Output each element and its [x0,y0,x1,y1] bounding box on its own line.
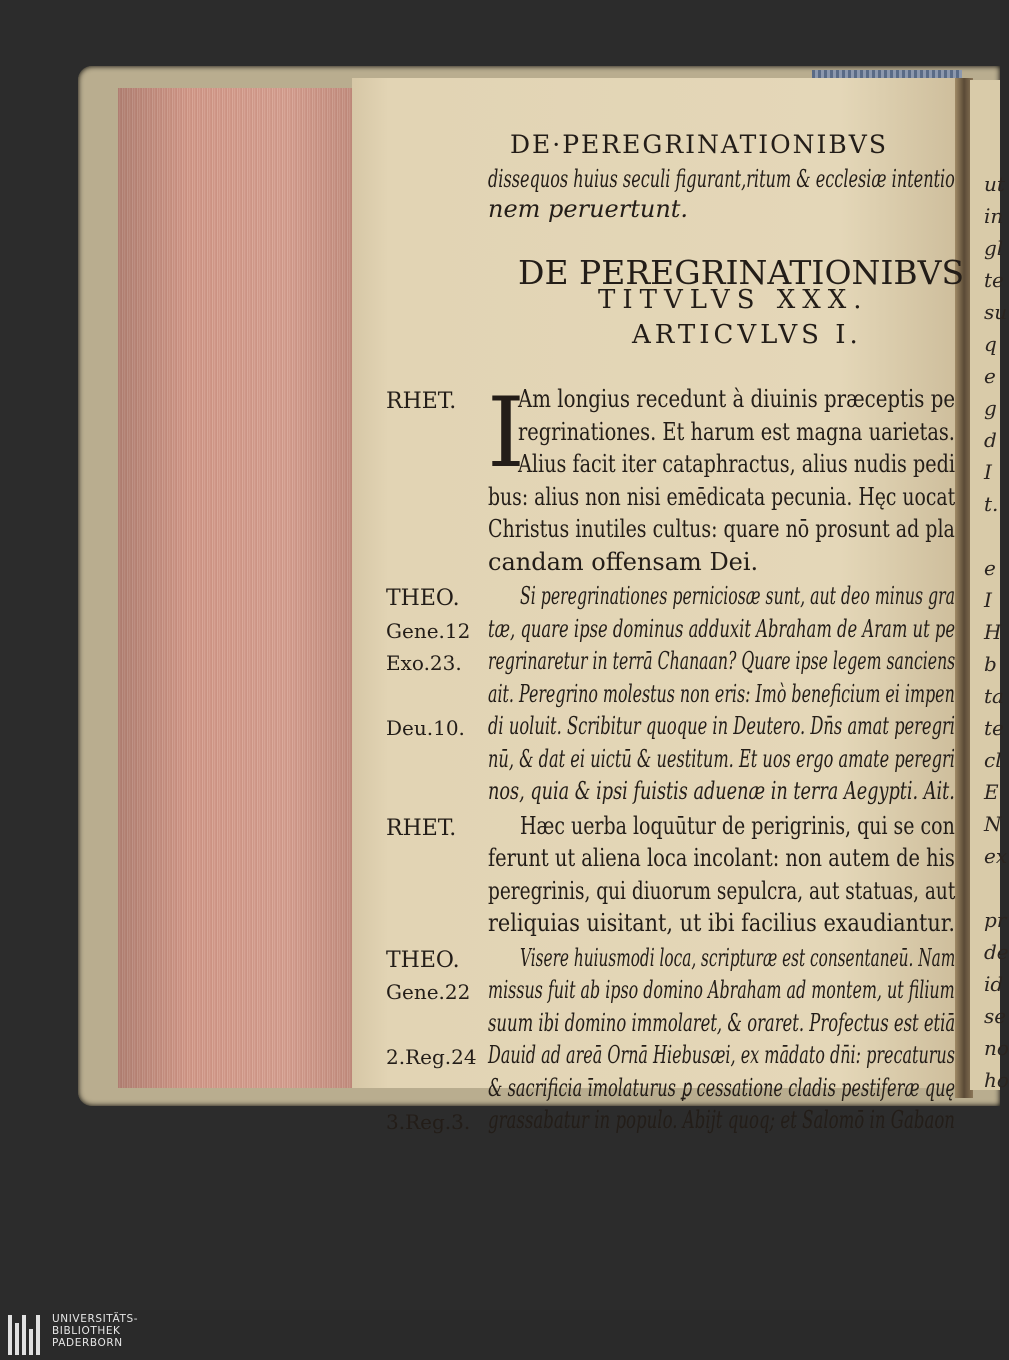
text-line: & sacrificia īmolaturus ꝑ cessatione cladis pestiferæ quę [488,1073,956,1102]
next-page-fragment: t. [984,492,999,516]
next-page-fragment: b [984,652,997,676]
scripture-reference: Deu.10. [386,716,465,740]
text-line: regrinationes. Et harum est magna uarietas. [518,417,955,446]
next-page-fragment: cl [984,748,1002,772]
scripture-reference: Exo.23. [386,651,462,675]
next-page-fragment: e [984,364,996,388]
text-line: Christus inutiles cultus: quare nō prosunt ad pla [488,515,955,543]
text-line: ferunt ut aliena loca incolant: non autem de his [488,844,955,872]
next-page-fragment: gl [984,236,1004,260]
text-line: Dauid ad areā Ornā Hiebusæi, ex mādato dn̄i: precaturus [488,1041,955,1069]
running-head: DE·PEREGRINATIONIBVS [510,130,888,159]
text-line: peregrinis, qui diuorum sepulcra, aut statuas, aut [488,876,956,905]
speaker-label: RHET. [386,389,457,414]
footer-bar [0,1310,1000,1360]
library-name [52,1313,138,1349]
next-page-fragment: e [984,556,996,580]
next-page-fragment: te [984,268,1004,292]
next-page-fragment: in [984,204,1004,228]
next-page-fragment: I [984,588,992,612]
next-page-fragment: I [984,460,992,484]
next-page-fragment: de [984,940,1009,964]
next-page-fragment: ut [984,172,1005,196]
text-line: regrinaretur in terrā Chanaan? Quare ipse legem sanciens [488,647,956,675]
library-name-line-3: PADERBORN [52,1337,123,1349]
text-line: candam offensam Dei. [488,547,759,576]
text-line: suum ibi domino immolaret, & oraret. Profectus est etiā [488,1008,956,1037]
text-line: Si peregrinationes perniciosæ sunt, aut deo minus gra [520,582,956,610]
next-page-edge [970,80,1009,1092]
next-page-fragment: id [984,972,1004,996]
next-page-fragment: g [984,396,997,420]
drop-cap: I [487,377,525,489]
next-page-fragment: se [984,1004,1007,1028]
text-line: nū, & dat ei uictū & uestitum. Et uos ergo amate peregri [488,744,955,773]
next-page-fragment: H [984,620,1002,644]
next-page-fragment: te [984,716,1004,740]
speaker-label: THEO. [386,947,460,973]
scripture-reference: Gene.22 [386,980,471,1004]
next-page-fragment: ex [984,844,1008,868]
articulus-heading: ARTICVLVS I. [632,320,862,350]
scripture-reference: 3.Reg.3. [386,1110,471,1134]
page-edges-shade [118,88,358,1088]
intro-line-1: dissequos huius seculi figurant,ritum & ecclesiæ intentio [488,165,955,193]
text-line: nos, quia & ipsi fuistis aduenæ in terra Aegypti. Ait. [488,777,955,805]
speaker-label: RHET. [386,815,457,841]
next-page-fragment: ta [984,684,1004,708]
next-page-fragment: su [984,300,1008,324]
text-line: reliquias uisitant, ut ibi facilius exaudiantur. [488,909,955,937]
text-line: di uoluit. Scribitur quoque in Deutero. Dn̄s amat peregri [488,712,956,740]
scripture-reference: Gene.12 [386,618,471,643]
library-logo-icon [8,1315,46,1355]
scripture-reference: 2.Reg.24 [386,1045,477,1069]
text-line: Alius facit iter cataphractus, alius nudis pedi [518,450,956,478]
next-page-fragment: pr [984,908,1007,932]
intro-line-2: nem peruertunt. [488,195,689,223]
next-page-fragment: q [984,332,997,356]
text-line: tæ, quare ipse dominus adduxit Abraham de Aram ut pe [488,614,956,643]
next-page-fragment: N [984,812,1002,836]
next-page-fragment: ho [984,1068,1009,1092]
titulus-heading: TITVLVS XXX. [598,285,869,315]
text-line: grassabatur in populo. Abijt quoq; et Salomō in Gabaon [488,1106,955,1134]
text-line: Am longius recedunt à diuinis præceptis pe [518,385,956,413]
speaker-label: THEO. [386,586,460,611]
library-name-line-2: BIBLIOTHEK [52,1325,121,1337]
text-line: Visere huiusmodi loca, scripturæ est consentaneū. Nam [520,943,956,972]
text-line: bus: alius non nisi emēdicata pecunia. Hęc uocat [488,482,956,511]
text-line: missus fuit ab ipso domino Abraham ad montem, ut filium [488,976,955,1004]
text-line: Hæc uerba loquūtur de perigrinis, qui se con [520,811,955,840]
next-page-fragment: E [984,780,999,804]
library-name-line-1: UNIVERSITÄTS- [52,1313,139,1325]
text-line: ait. Peregrino molestus non eris: Imò beneficium ei impen [488,679,955,708]
next-page-fragment: no [984,1036,1009,1060]
chapter-title: DE PEREGRINATIONIBVS [518,253,965,292]
next-page-fragment: d [984,428,997,452]
